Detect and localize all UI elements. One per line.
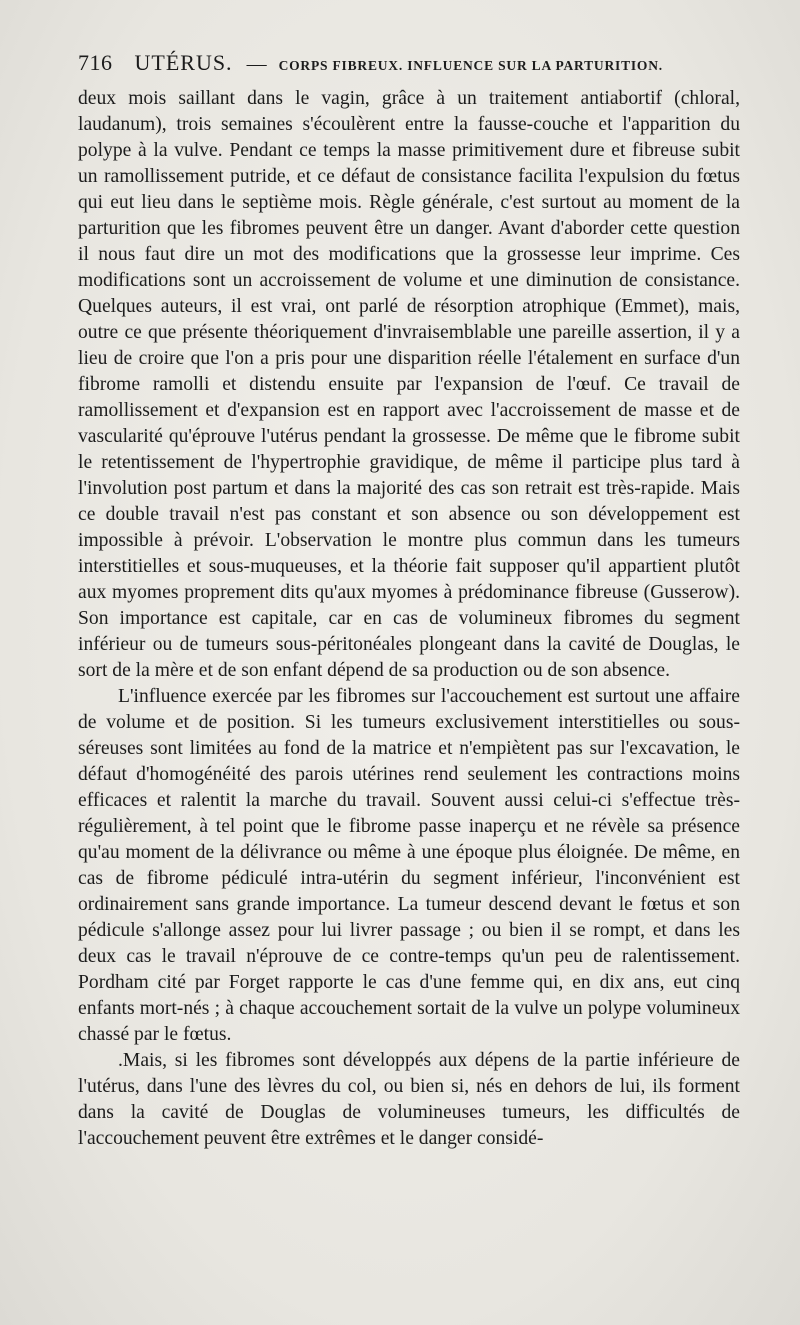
running-subtitle: CORPS FIBREUX. INFLUENCE SUR LA PARTURITION.: [278, 58, 663, 73]
paragraph-1: deux mois saillant dans le vagin, grâce à un traitement antiabortif (chloral, laudanum), trois semaines s'écoulèrent entre la fausse-couche et l'apparition du polype à la vulve. Pendant ce temps la masse primitivement dure et fibreuse subit un ramollissement putride, et ce défaut de consistance facilita l'expulsion du fœtus qui eut lieu dans le septième mois. Règle générale, c'est surtout au moment de la parturition que les fibromes peuvent être un danger. Avant d'aborder cette question il nous faut dire un mot des modifications que la grossesse leur imprime. Ces modifications sont un accroissement de volume et une diminution de consistance. Quelques auteurs, il est vrai, ont parlé de résorption atrophique (Emmet), mais, outre ce que présente théoriquement d'invraisemblable une pareille assertion, il y a lieu de croire que l'on a pris pour une disparition réelle l'étalement en surface d'un fibrome ramolli et distendu ensuite par l'expansion de l'œuf. Ce travail de ramollissement et d'expansion est en rapport avec l'accroissement de masse et de vascularité qu'éprouve l'utérus pendant la grossesse. De même que le fibrome subit le retentissement de l'hypertrophie gravidique, de même il participe plus tard à l'involution post partum et dans la majorité des cas son retrait est très-rapide. Mais ce double travail n'est pas constant et son absence ou son développement est impossible à prévoir. L'observation le montre plus commun dans les tumeurs interstitielles et sous-muqueuses, et la théorie fait supposer qu'il appartient plutôt aux myomes proprement dits qu'aux myomes à prédominance fibreuse (Gusserow). Son importance est capitale, car en cas de volumineux fibromes du segment inférieur ou de tumeurs sous-péritonéales plongeant dans la cavité de Douglas, le sort de la mère et de son enfant dépend de sa production ou de son absence.: [78, 88, 740, 681]
running-title: UTÉRUS.: [134, 50, 233, 75]
paragraph-2: L'influence exercée par les fibromes sur l'accouchement est surtout une affaire de volume et de position. Si les tumeurs exclusivement interstitielles ou sous-séreuses sont limitées au fond de la matrice et n'empiètent pas sur l'excavation, le défaut d'homogénéité des parois utérines rend seulement les contractions moins efficaces et ralentit la marche du travail. Souvent aussi celui-ci s'effectue très-régulièrement, à tel point que le fibrome passe inaperçu et ne révèle sa présence qu'au moment de la délivrance ou même à une époque plus éloignée. De même, en cas de fibrome pédiculé intra-utérin du segment inférieur, l'inconvénient est ordinairement sans grande importance. La tumeur descend devant le fœtus et son pédicule s'allonge assez pour lui livrer passage ; ou bien il se rompt, et dans les deux cas le travail n'éprouve de ce contre-temps qu'un peu de ralentissement. Pordham cité par Forget rapporte le cas d'une femme qui, en dix ans, eut cinq enfants mort-nés ; à chaque accouchement sortait de la vulve un polype volumineux chassé par le fœtus.: [78, 686, 740, 1045]
page-number: 716: [78, 50, 113, 75]
page-header: [78, 50, 740, 90]
paragraph-3: .Mais, si les fibromes sont développés aux dépens de la partie inférieure de l'utérus, dans l'une des lèvres du col, ou bien si, nés en dehors de lui, ils forment dans la cavité de Douglas de volumineuses tumeurs, les difficultés de l'accouchement peuvent être extrêmes et le danger considé-: [78, 1050, 740, 1149]
header-dash: —: [246, 53, 267, 75]
body-text: [78, 86, 740, 1152]
